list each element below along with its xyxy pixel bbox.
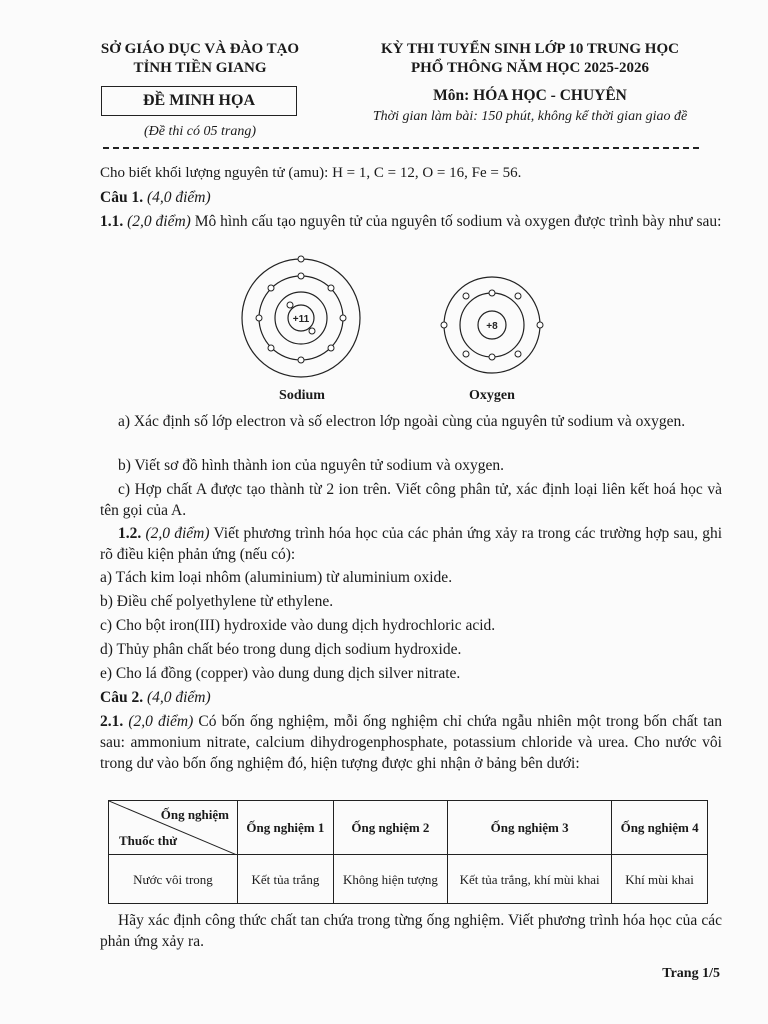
part-1-2-points: (2,0 điểm): [145, 525, 210, 542]
header-tube-4: Ống nghiệm 4: [612, 801, 708, 855]
subject: Môn: HÓA HỌC - CHUYÊN: [433, 87, 627, 104]
department-line2: TỈNH TIỀN GIANG: [133, 60, 267, 76]
header-divider: [103, 147, 699, 149]
row-reagent-label: Nước vôi trong: [109, 855, 238, 904]
part-1-1-text: Mô hình cấu tạo nguyên tử của nguyên tố sodium và oxygen được trình bày như sau:: [194, 213, 722, 230]
corner-bottom-label: Thuốc thử: [119, 833, 178, 848]
question-1-heading: [100, 187, 722, 208]
time-limit: Thời gian làm bài: 150 phút, không kể thời gian giao đề: [372, 109, 688, 124]
result-tube-4: Khí mùi khai: [612, 855, 708, 904]
question-1-1-c: c) Hợp chất A được tạo thành từ 2 ion trên. Viết công phân tử, xác định loại liên kết hoá học và tên gọi của A.: [100, 481, 722, 519]
header-tube-2: Ống nghiệm 2: [333, 801, 447, 855]
question-2-heading: [100, 687, 722, 708]
observation-table: [108, 800, 708, 904]
table-header-row: [109, 801, 708, 855]
part-1-2: [100, 523, 722, 565]
part-1-2-label: 1.2.: [118, 525, 142, 542]
question-1-points: (4,0 điểm): [146, 189, 211, 206]
header-tube-3: Ống nghiệm 3: [448, 801, 612, 855]
reaction-b: b) Điều chế polyethylene từ ethylene.: [100, 593, 334, 610]
corner-top-label: Ống nghiệm: [160, 807, 229, 822]
result-tube-3: Kết tủa trắng, khí mùi khai: [448, 855, 612, 904]
part-1-1-points: (2,0 điểm): [127, 213, 191, 230]
part-1-2-text: Viết phương trình hóa học của các phản ứng xảy ra trong các trường hợp sau, ghi rõ điều kiện phản ứng (nếu có):: [100, 525, 723, 563]
question-2-label: Câu 2.: [100, 689, 144, 706]
reaction-d: d) Thủy phân chất béo trong dung dịch sodium hydroxide.: [100, 641, 462, 658]
exam-title-line2: PHỔ THÔNG NĂM HỌC 2025-2026: [410, 60, 650, 76]
atomic-mass-note: Cho biết khối lượng nguyên tử (amu): H = 1, C = 12, O = 16, Fe = 56.: [100, 165, 522, 181]
question-1-1-b: b) Viết sơ đồ hình thành ion của nguyên tử sodium và oxygen.: [118, 457, 505, 474]
reaction-c: c) Cho bột iron(III) hydroxide vào dung dịch hydrochloric acid.: [100, 617, 496, 634]
question-1-label: Câu 1.: [100, 189, 144, 206]
reaction-e: e) Cho lá đồng (copper) vào dung dung dịch silver nitrate.: [100, 665, 461, 682]
question-1-1-a: a) Xác định số lớp electron và số electron lớp ngoài cùng của nguyên tử sodium và oxygen.: [118, 413, 686, 430]
sodium-caption: Sodium: [279, 388, 325, 403]
part-2-1-label: 2.1.: [100, 713, 124, 730]
page-count-note: (Đề thi có 05 trang): [144, 124, 256, 139]
question-2-1-instruction: Hãy xác định công thức chất tan chứa trong từng ống nghiệm. Viết phương trình hóa học của các phản ứng xảy ra.: [100, 912, 722, 950]
exam-title-line1: KỲ THI TUYỂN SINH LỚP 10 TRUNG HỌC: [381, 41, 679, 57]
reaction-a: a) Tách kim loại nhôm (aluminium) từ aluminium oxide.: [100, 569, 453, 586]
table-corner-cell: [109, 801, 238, 855]
sodium-electrons: [256, 256, 346, 363]
oxygen-caption: Oxygen: [469, 388, 515, 403]
header-tube-1: Ống nghiệm 1: [238, 801, 334, 855]
page-number: Trang 1/5: [662, 966, 720, 981]
result-tube-2: Không hiện tượng: [333, 855, 447, 904]
part-2-1-text: Có bốn ống nghiệm, mỗi ống nghiệm chỉ chứa ngẫu nhiên một trong bốn chất tan sau: ammonium nitrate, calcium dihydrogenphosphate, potassium chloride và urea. Cho nước vôi trong dư vào bốn ống nghiệm đó, hiện tượng được ghi nhận ở bảng bên dưới:: [100, 713, 723, 772]
exam-type-box: ĐỀ MINH HỌA: [101, 86, 297, 116]
table-row: [109, 855, 708, 904]
question-2-points: (4,0 điểm): [146, 689, 211, 706]
oxygen-nucleus-label: +8: [486, 321, 498, 332]
part-2-1: [100, 711, 722, 774]
part-1-1: [100, 211, 722, 232]
part-2-1-points: (2,0 điểm): [128, 713, 194, 730]
department-line1: SỞ GIÁO DỤC VÀ ĐÀO TẠO: [100, 41, 300, 57]
sodium-nucleus-label: +11: [292, 314, 310, 325]
part-1-1-label: 1.1.: [100, 213, 124, 230]
atom-diagrams: [230, 250, 560, 380]
result-tube-1: Kết tủa trắng: [238, 855, 334, 904]
